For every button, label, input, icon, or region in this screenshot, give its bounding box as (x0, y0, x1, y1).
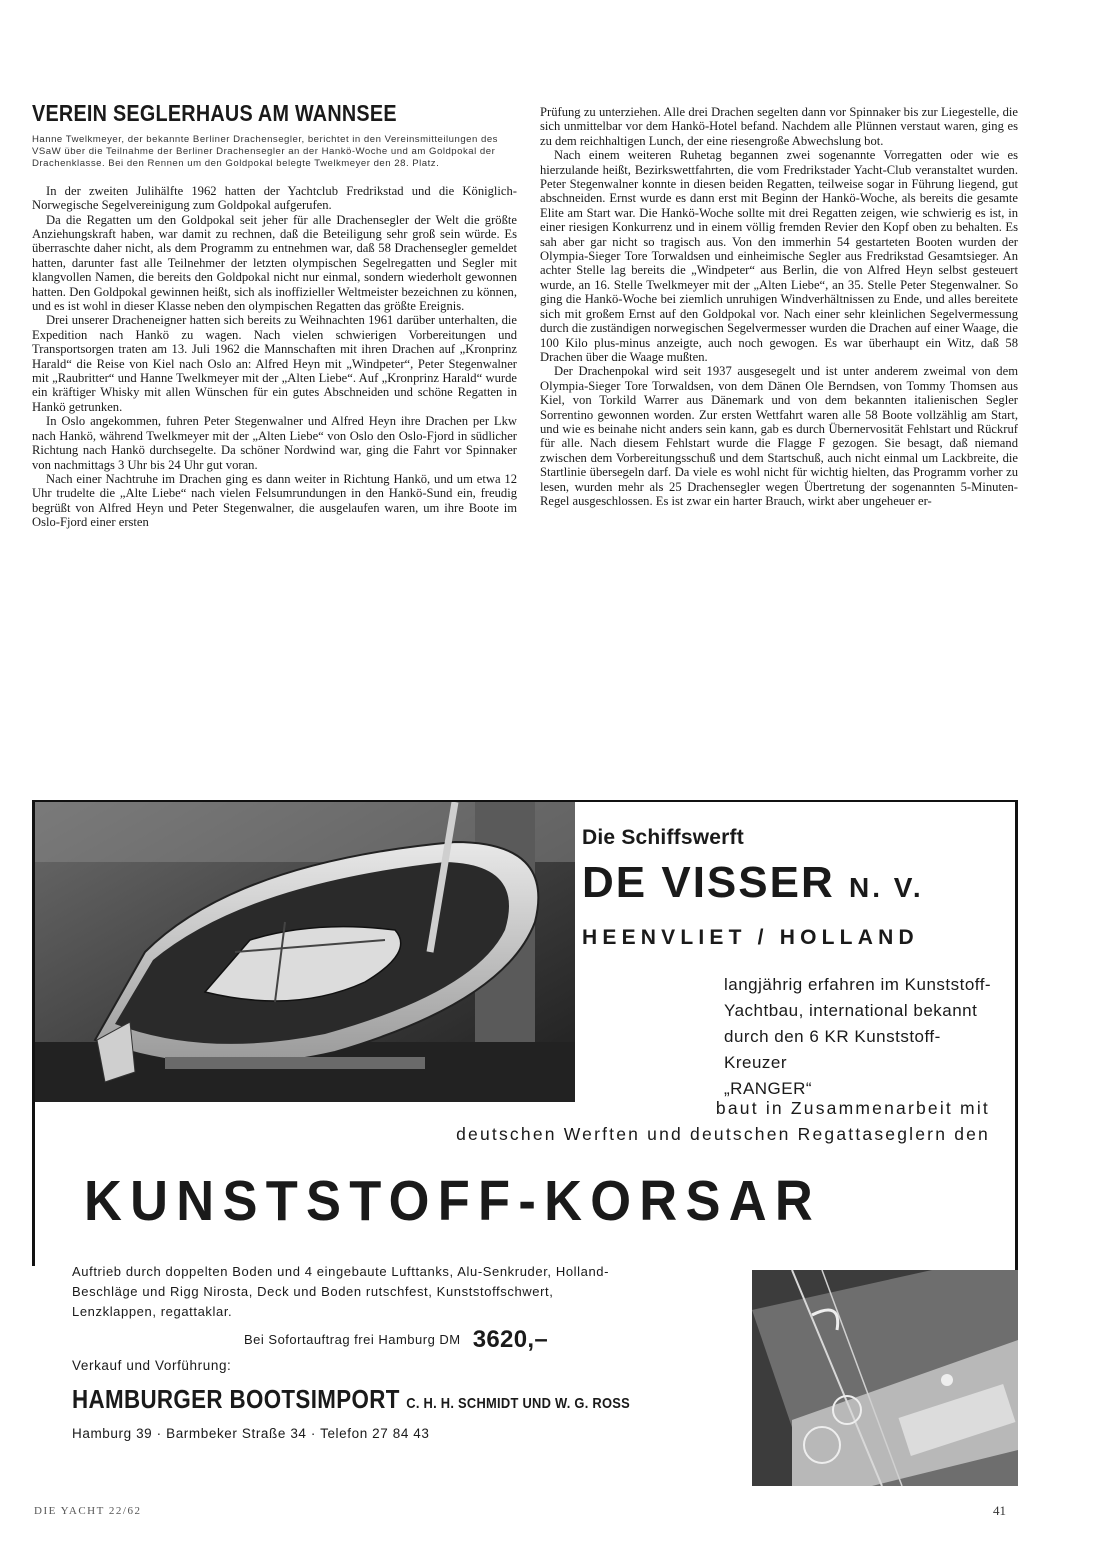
shipyard-location: HEENVLIET / HOLLAND (582, 926, 919, 949)
sales-label: Verkauf und Vorführung: (72, 1358, 232, 1373)
article-paragraph: Drei unserer Dracheneigner hatten sich bereits zu Weihnachten 1961 darüber unterhalten, die Expedition nach Hankö zu wagen. Nach vielen schwierigen Vorbereitungen und Transportsorgen traten am 13. Juli 1962 die Mannschaften mit ihren Drachen auf „Kronprinz Harald“ die Reise von Kiel nach Oslo an: Alfred Heyn mit „Windpeter“, Peter Stegenwalner mit „Raubritter“ und Hanne Twelkmeyer mit der „Alten Liebe“. Auf „Kronprinz Harald“ wurde ein kräftiger Whisky mit allen Wünschen für ein gutes Abschneiden und schöne Regatten in Hankö getrunken. (32, 313, 517, 414)
price-line (244, 1326, 548, 1354)
article-column-left (32, 100, 517, 530)
description-line: „RANGER“ (724, 1079, 813, 1098)
magazine-issue: DIE YACHT 22/62 (34, 1505, 142, 1517)
shipyard-name (582, 858, 924, 908)
article-lead: Hanne Twelkmeyer, der bekannte Berliner Drachensegler, berichtet in den Vereinsmitteilungen des VSaW über die Teilnahme der Berliner Drachensegler an der Hankö-Woche und am Goldpokal der Drachenklasse. Bei den Rennen um den Goldpokal belegte Twelkmeyer den 28. Platz. (32, 134, 498, 169)
article-column-right (540, 105, 1018, 508)
article-paragraph: Nach einem weiteren Ruhetag begannen zwei sogenannte Vorregatten oder wie es hierzulande heißt, Bezirkswettfahrten, die vom Fredrikstader Yacht-Club veranstaltet wurden. Peter Stegenwalner konnte in diesen beiden Regatten, teilweise sogar in Führung liegend, gut abschneiden. Ernst wurde es dann erst mit Beginn der Hankö-Woche, als bereits die gesamte Elite am Start war. Die Hankö-Woche sollte mit drei Regatten zeigen, wie schwierig es ist, in einer riesigen Konkurrenz und in einem völlig fremden Revier den Kopf oben zu behalten. Es sah aber gar nicht so tragisch aus. Von den immerhin 54 gestarteten Booten wurden der Olympia-Sieger Tore Torwaldsen und einheimische Segler aus Fredrikstad Gesamtsieger. An achter Stelle lag bereits die „Windpeter“ aus Berlin, die von Alfred Heyn selbst gesteuert wurde, an 16. Stelle Twelkmeyer mit der „Alten Liebe“, an 35. Stelle Peter Stegenwalner. So ging die Hankö-Woche bei ziemlich unruhigen Windverhältnissen zu Ende, und alles bereitete sich mit großem Ernst auf den Goldpokal vor. Nach einer sehr kleinlichen Segelvermessung durch die zuständigen norwegischen Segelvermesser wurden die Drachen auf einer Waage, die 100 Kilo plus-minus anzeigte, auch noch gewogen. Es war überhaupt ein Witz, daß 58 Drachen über die Waage mußten. (540, 148, 1018, 364)
dealer-owners: C. H. H. SCHMIDT UND W. G. ROSS (406, 1395, 630, 1412)
description-line: langjährig erfahren im Kunststoff- (724, 975, 992, 994)
boat-photo (35, 802, 575, 1102)
builds-line-1: baut in Zusammenarbeit mit (715, 1098, 990, 1118)
article-paragraph: Nach einer Nachtruhe im Drachen ging es dann weiter in Richtung Hankö, und um etwa 12 Uhr trudelte die „Alte Liebe“ nach vielen Felsumrundungen in den Hankö-Sund ein, freudig begrüßt von Alfred Heyn und Peter Stegenwalner, die ausgelaufen waren, um ihre Boote im Oslo-Fjord einer ersten (32, 471, 517, 530)
builds-line-2: deutschen Werften und deutschen Regattaseglern den (456, 1124, 990, 1144)
description-line: Yachtbau, international bekannt (724, 1001, 978, 1020)
article-paragraph: In der zweiten Julihälfte 1962 hatten der Yachtclub Fredrikstad und die Königlich-Norwegische Segelvereinigung zum Goldpokal aufgerufen. (32, 183, 517, 213)
shipyard-description (596, 972, 996, 1102)
price-value: 3620,– (472, 1326, 548, 1353)
article-paragraph: Der Drachenpokal wird seit 1937 ausgesegelt und ist unter anderem zweimal von dem Olympia-Sieger Tore Torwaldsen, von dem Dänen Ole Berndsen, von Tommy Thomsen aus Kiel, von Torkild Warrer aus Dänemark und von dem bekannten italienischen Segler Sorrentino gewonnen worden. Zur ersten Wettfahrt waren alle 58 Boote vollzählig am Start, und wie es beinahe nicht anders sein kann, gab es durch Übernervosität Fehlstart und Rückruf für alle. Nach diesem Fehlstart wurde die Flagge F gezogen. Sie besagt, daß niemand zwischen dem Vorbereitungsschuß und dem Startschuß, auch nicht einmal um Lackbreite, die Startlinie übersegeln darf. Da viele es wohl nicht für wichtig hielten, das Programm vorher zu lesen, wurden mehr als 25 Drachensegler wegen Übertretung der sogenannten 5-Minuten-Regel ausgeschlossen. Es ist zwar ein harter Brauch, wirkt aber ungeheuer er- (540, 364, 1018, 508)
advertisement (32, 800, 1018, 1486)
article-paragraph: In Oslo angekommen, fuhren Peter Stegenwalner und Alfred Heyn ihre Drachen per Lkw nach Hankö, während Twelkmeyer mit der „Alten Liebe“ von Oslo den Oslo-Fjord in südlicher Richtung nach Hankö durchsegelte. Da schöner Nordwind war, ging die Fahrt vor Spinnaker von nachmittags 3 Uhr bis 24 Uhr gut voran. (32, 414, 517, 472)
article-paragraph: Da die Regatten um den Goldpokal seit jeher für alle Drachensegler der Welt die größte Anziehungskraft haben, war damit zu rechnen, daß die Beteiligung sehr groß sein würde. Es überraschte daher nicht, als dem Programm zu entnehmen war, daß 58 Drachensegler gemeldet hatten, darunter fast alle Teilnehmer der letzten olympischen Segelregatten und Segler mit klangvollen Namen, die bereits den Goldpokal nicht nur einmal, sondern wiederholt gewonnen hatten. Den Goldpokal gewinnen heißt, sich als inoffizieller Weltmeister bezeichnen zu können, und es ist wohl in dieser Klasse neben den olympischen Regatten das größte Ereignis. (32, 212, 517, 314)
dealer-name (72, 1384, 630, 1415)
shipyard-kicker: Die Schiffswerft (582, 826, 744, 849)
shipyard-name-main: DE VISSER (582, 858, 835, 907)
article-paragraph: Prüfung zu unterziehen. Alle drei Drachen segelten dann vor Spinnaker bis zur Liegestelle, die sich unmittelbar vor dem Hankö-Hotel befand. Nachdem alle Plünnen verstaut waren, ging es zu dem reichhaltigen Lunch, der eine riesengroße Abwechslung bot. (540, 105, 1018, 148)
dealer-address: Hamburg 39 · Barmbeker Straße 34 · Telefon 27 84 43 (72, 1426, 430, 1441)
price-label: Bei Sofortauftrag frei Hamburg DM (244, 1332, 461, 1347)
article-headline: VEREIN SEGLERHAUS AM WANNSEE (32, 100, 397, 126)
description-line: durch den 6 KR Kunststoff-Kreuzer (724, 1027, 941, 1072)
dealer-company: HAMBURGER BOOTSIMPORT (72, 1384, 400, 1414)
page-number: 41 (993, 1503, 1006, 1518)
product-specs: Auftrieb durch doppelten Boden und 4 eingebaute Lufttanks, Alu-Senkruder, Holland-Beschläge und Rigg Nirosta, Deck und Boden rutschfest, Kunststoffschwert, Lenzklappen, regattaklar. (72, 1264, 610, 1319)
deck-detail-photo (752, 1270, 1018, 1486)
shipyard-name-suffix: N. V. (848, 872, 924, 903)
product-name: KUNSTSTOFF-KORSAR (84, 1169, 822, 1233)
ad-border (1015, 800, 1018, 1270)
